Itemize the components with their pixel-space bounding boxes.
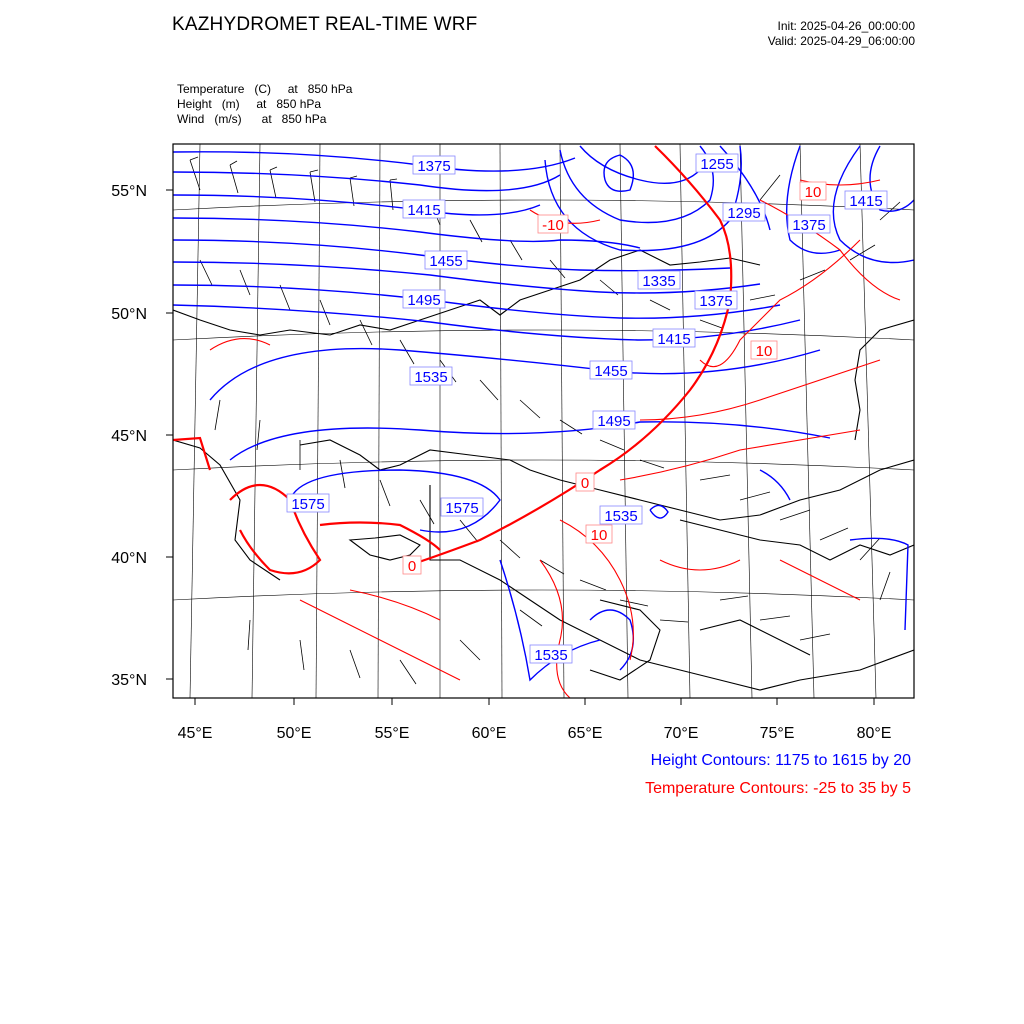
height-label [593,411,635,430]
svg-text:1255: 1255 [700,156,734,173]
height-label [723,203,765,222]
lat-label-35n: 35°N [111,672,147,689]
svg-text:1535: 1535 [414,369,448,386]
lon-label-50e: 50°E [276,725,312,742]
wind-barbs [190,157,900,684]
field-height: Height (m) at 850 hPa [177,97,322,111]
lat-label-45n: 45°N [111,428,147,445]
height-label [287,494,329,513]
height-label [403,200,445,219]
svg-text:1495: 1495 [597,413,631,430]
init-time: Init: 2025-04-26_00:00:00 [777,19,915,33]
temperature-label [538,215,568,234]
lon-label-80e: 80°E [856,725,892,742]
svg-text:1375: 1375 [417,158,451,175]
chart-title: KAZHYDROMET REAL-TIME WRF [172,14,478,35]
valid-time: Valid: 2025-04-29_06:00:00 [767,34,915,48]
lon-label-75e: 75°E [759,725,795,742]
svg-text:1375: 1375 [699,293,733,310]
lon-label-55e: 55°E [374,725,410,742]
temperature-label [586,525,612,544]
svg-text:10: 10 [804,184,822,201]
height-label [413,156,455,175]
field-temperature: Temperature (C) at 850 hPa [177,82,353,96]
temperature-label [751,341,777,360]
field-wind: Wind (m/s) at 850 hPa [177,112,327,126]
svg-text:1575: 1575 [291,496,325,513]
height-label [653,329,695,348]
height-label [590,361,632,380]
svg-text:1455: 1455 [594,363,628,380]
svg-text:-10: -10 [542,217,564,234]
height-label [696,154,738,173]
svg-text:1455: 1455 [429,253,463,270]
svg-text:1415: 1415 [849,193,883,210]
height-label [695,291,737,310]
svg-text:0: 0 [580,475,590,492]
lon-label-65e: 65°E [567,725,603,742]
height-label [638,271,680,290]
svg-text:1415: 1415 [407,202,441,219]
height-label [441,498,483,517]
lon-label-60e: 60°E [471,725,507,742]
svg-text:1535: 1535 [534,647,568,664]
temperature-label [403,556,421,575]
svg-text:10: 10 [755,343,773,360]
height-label [530,645,572,664]
svg-text:1375: 1375 [792,217,826,234]
height-label [403,290,445,309]
lat-label-55n: 55°N [111,183,147,200]
svg-text:1335: 1335 [642,273,676,290]
svg-text:0: 0 [407,558,417,575]
country-borders [173,250,914,690]
height-label [425,251,467,270]
temperature-label [576,473,594,492]
lat-label-50n: 50°N [111,306,147,323]
svg-text:1535: 1535 [604,508,638,525]
lat-label-40n: 40°N [111,550,147,567]
height-label [845,191,887,210]
svg-text:1575: 1575 [445,500,479,517]
height-label [600,506,642,525]
height-label [788,215,830,234]
svg-text:1495: 1495 [407,292,441,309]
lon-label-45e: 45°E [177,725,213,742]
height-label [410,367,452,386]
lon-label-70e: 70°E [663,725,699,742]
svg-text:1415: 1415 [657,331,691,348]
temperature-contour-legend: Temperature Contours: -25 to 35 by 5 [645,780,911,797]
temperature-label [800,182,826,201]
height-contour-legend: Height Contours: 1175 to 1615 by 20 [650,752,911,769]
svg-text:10: 10 [590,527,608,544]
svg-text:1295: 1295 [727,205,761,222]
